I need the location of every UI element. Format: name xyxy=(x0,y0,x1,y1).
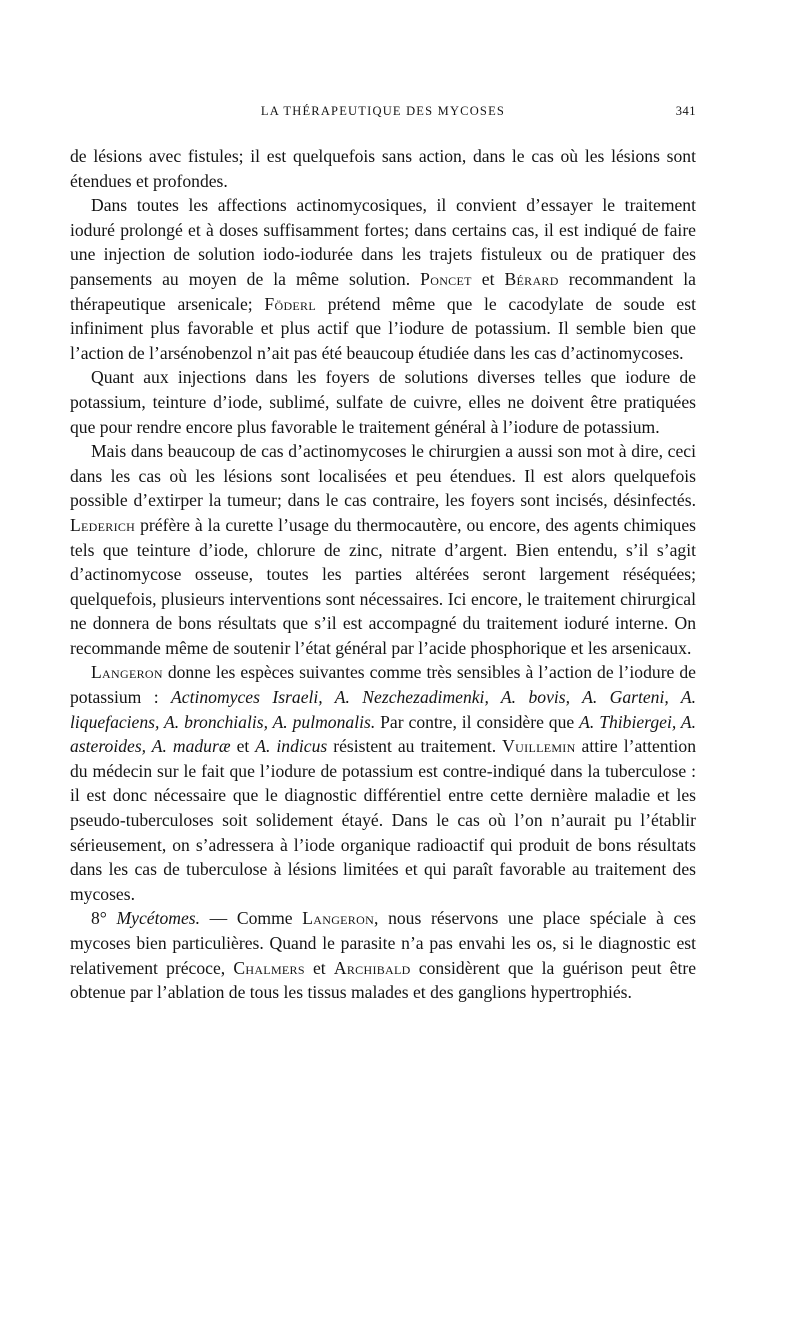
body-text xyxy=(70,144,696,1005)
text-run: de lésions avec fistules; il est quelquefois sans action, dans le cas où les lésions sont étendues et profondes. xyxy=(70,146,696,191)
paragraph-5 xyxy=(70,660,696,906)
text-run: considèrent que la guérison peut être obtenue par l’ablation de tous les tissus malades et des ganglions hypertrophiés. xyxy=(70,957,697,1003)
species-name: A. indicus xyxy=(255,736,328,757)
paragraph-4 xyxy=(70,439,696,660)
text-run: Par contre, il considère que xyxy=(375,711,580,732)
section-number: 8° xyxy=(91,908,117,929)
author-name: Poncet xyxy=(420,268,472,289)
author-name: Langeron xyxy=(91,662,163,683)
text-run: Mais dans beaucoup de cas d’actinomycoses le chirurgien a aussi son mot à dire, ceci dans les cas où les lésions sont localisées et peu étendues. Il est alors quelquefois possible d’extirper la tumeur; dans le cas contraire, les foyers sont incisés, désinfectés. xyxy=(70,441,696,511)
paragraph-6 xyxy=(70,906,696,1004)
paragraph-3 xyxy=(70,365,696,439)
text-run: , nous réservons une place spéciale à ces mycoses bien particulières. Quand le parasite n’a pas envahi les os, si le diagnostic est relativement précoce, xyxy=(70,908,697,978)
author-name: Lederich xyxy=(70,514,136,535)
paragraph-1 xyxy=(70,144,696,193)
author-name: Archibald xyxy=(333,957,411,978)
paragraph-2 xyxy=(70,193,696,365)
page-number: 341 xyxy=(675,104,696,118)
author-name: Bérard xyxy=(504,268,559,289)
text-run: et xyxy=(471,268,505,289)
species-list: Actinomyces Israeli, A. Nezchezadimenki, A. bovis, A. Garteni, A. liquefaciens, A. bronchialis, A. pulmonalis. xyxy=(70,687,696,732)
text-run: prétend même que le cacodylate de soude est infiniment plus favorable et plus actif que l’iodure de potassium. Il semble bien que l’action de l’arsénobenzol n’ait pas été beaucoup étudiée dans les cas d’actinomycoses. xyxy=(70,293,696,363)
text-run: et xyxy=(230,736,256,757)
text-run: Dans toutes les affections actinomycosiques, il convient d’essayer le traitement ioduré prolongé et à doses suffisamment fortes; dans certains cas, il est indiqué de faire une injection de solution iodo-iodurée dans les trajets fistuleux ou de pratiquer des pansements au moyen de la même solution. xyxy=(70,195,696,289)
author-name: Föderl xyxy=(264,293,316,314)
author-name: Chalmers xyxy=(233,957,305,978)
text-run: attire l’attention du médecin sur le fait que l’iodure de potassium est contre-indiqué dans la tuberculose : il est donc nécessaire que le diagnostic différentiel entre cette dernière maladie et les pseudo-tuberculoses soit solidement étayé. Dans le cas où l’on n’aurait pu l’établir sérieusement, on s’adressera à l’iode organique radioactif qui produit de bons résultats dans les cas de tuberculose à lésions limitées et qui paraît favorable au traitement des mycoses. xyxy=(70,736,696,904)
section-heading: Mycétomes. xyxy=(116,908,201,929)
author-name: Langeron xyxy=(302,908,375,929)
text-run: Quant aux injections dans les foyers de solutions diverses telles que iodure de potassium, teinture d’iode, sublimé, sulfate de cuivre, elles ne doivent être pratiquées que pour rendre encore plus favorable le traitement général à l’iodure de potassium. xyxy=(70,367,696,437)
text-run: et xyxy=(304,957,334,978)
text-run: donne les espèces suivantes comme très sensibles à l’action de l’iodure de potassium : xyxy=(70,662,696,708)
author-name: Vuillemin xyxy=(502,736,576,757)
running-title: LA THÉRAPEUTIQUE DES MYCOSES xyxy=(260,104,506,118)
species-list: A. Thibiergei, A. asteroides, A. maduræ xyxy=(70,711,696,757)
text-run: — Comme xyxy=(200,908,303,929)
text-run: préfère à la curette l’usage du thermocautère, ou encore, des agents chimiques tels que teinture d’iode, chlorure de zinc, nitrate d’argent. Bien entendu, s’il s’agit d’actinomycose osseuse, toutes les parties altérées seront largement réséquées; quelquefois, plusieurs interventions sont nécessaires. Ici encore, le traitement chirurgical ne donnera de bons résultats que s’il est accompagné du traitement ioduré interne. On recommande même de soutenir l’état général par l’acide phosphorique et les arsenicaux. xyxy=(70,514,696,658)
text-run: résistent au traitement. xyxy=(327,736,503,757)
text-run: recommandent la thérapeutique arsenicale; xyxy=(70,268,696,314)
running-head xyxy=(70,104,696,124)
